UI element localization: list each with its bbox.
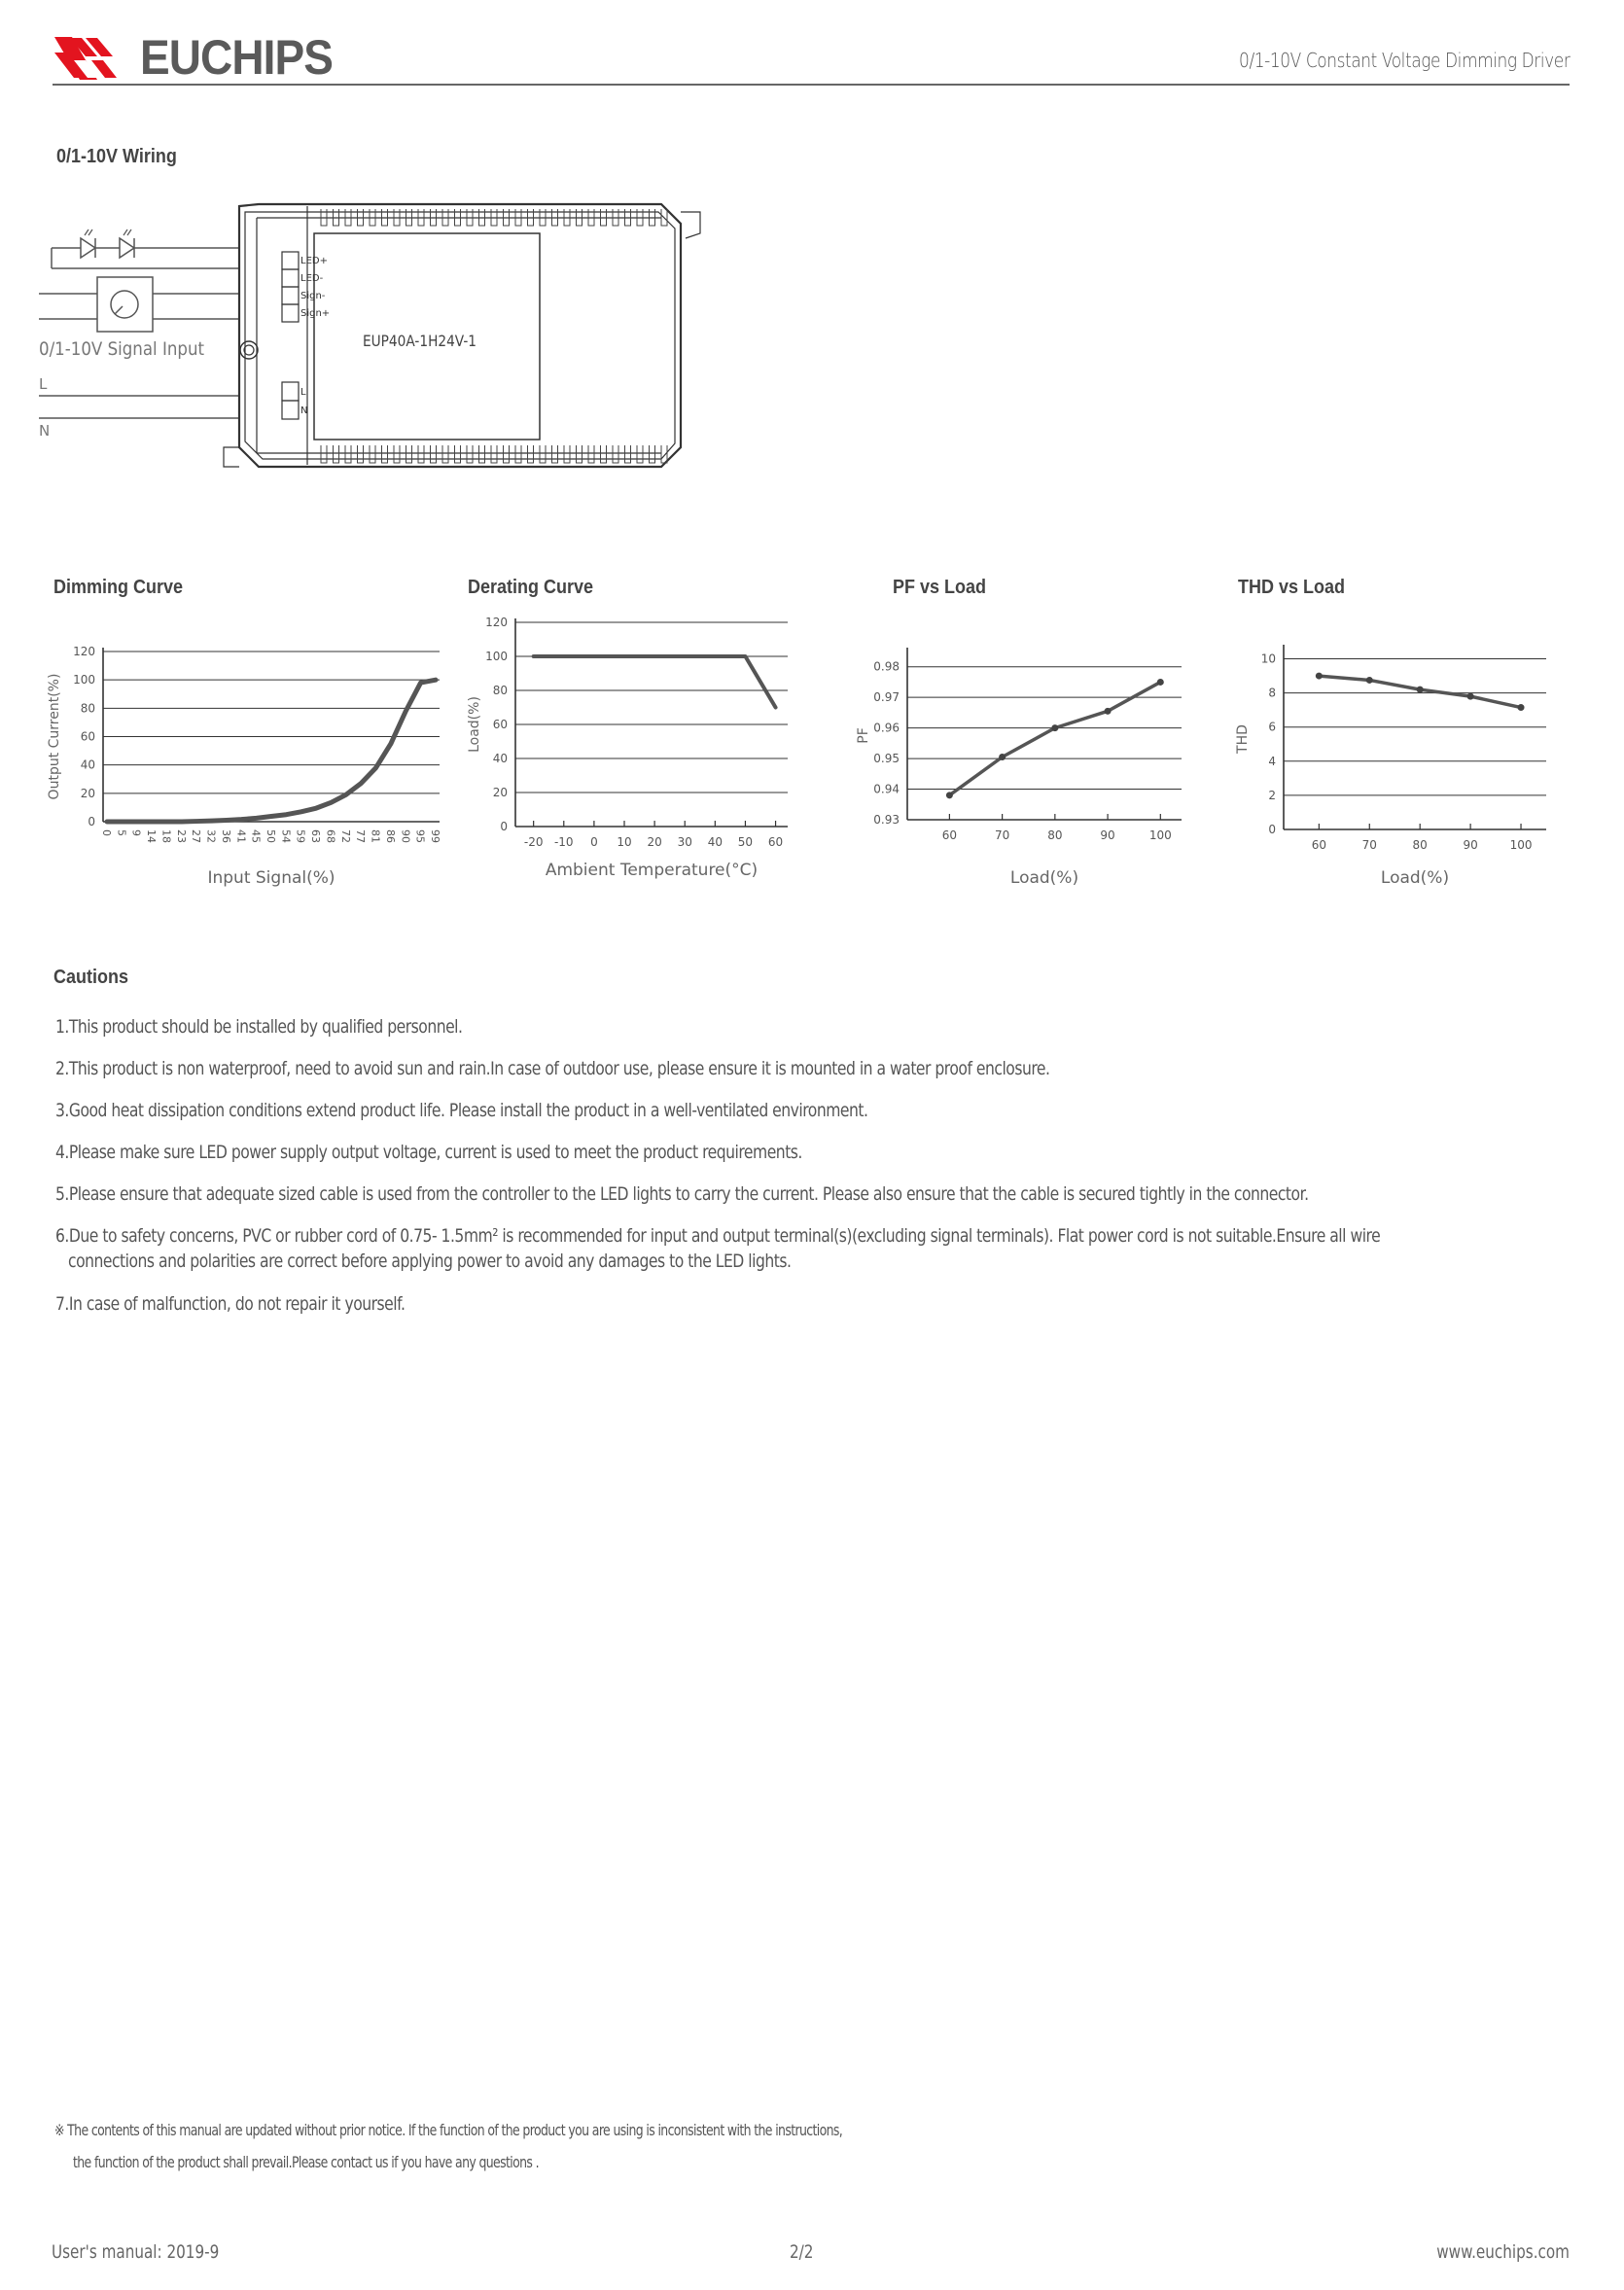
caution-item: 7.In case of malfunction, do not repair it yourself.	[55, 1293, 406, 1315]
header-divider	[53, 84, 1570, 86]
cooling-fin	[442, 445, 448, 463]
y-tick-label: 120	[485, 616, 508, 629]
y-tick-label: 2	[1268, 788, 1276, 802]
cooling-fin	[431, 445, 437, 463]
data-point	[946, 792, 953, 798]
y-axis-label: Output Current(%)	[47, 673, 62, 800]
brand-name: EUCHIPS	[140, 30, 334, 85]
x-tick-label: 0	[100, 829, 113, 836]
x-tick-label: 86	[383, 829, 397, 843]
y-tick-label: 40	[492, 752, 508, 765]
data-point	[1316, 673, 1323, 680]
cooling-fin	[650, 445, 655, 463]
wiring-diagram	[39, 185, 720, 496]
caution-item-continued: connections and polarities are correct before applying power to avoid any damages to the LED lights.	[68, 1251, 792, 1272]
cooling-fin	[504, 445, 510, 463]
y-tick-label: 10	[1260, 652, 1276, 666]
x-tick-label: 14	[145, 829, 159, 843]
cautions-title: Cautions	[53, 967, 129, 988]
x-tick-label: 40	[707, 835, 723, 849]
x-tick-label: -10	[553, 835, 574, 849]
cooling-fin	[382, 445, 388, 463]
x-tick-label: 77	[354, 829, 368, 843]
x-tick-label: 18	[159, 829, 173, 843]
driver-model: EUP40A-1H24V-1	[363, 332, 477, 350]
y-tick-label: 0.96	[873, 721, 900, 735]
cooling-fin	[345, 445, 351, 463]
cooling-fin	[394, 445, 400, 463]
terminal-block	[282, 252, 299, 419]
terminal-label: Sign-	[300, 291, 326, 301]
thd-vs-load-chart	[1225, 622, 1585, 895]
cooling-fin	[552, 445, 558, 463]
cooling-fin	[540, 445, 546, 463]
y-axis-label: THD	[1235, 724, 1251, 754]
cooling-fin	[528, 445, 534, 463]
document-title: 0/1-10V Constant Voltage Dimming Driver	[1238, 49, 1570, 72]
x-tick-label: 90	[399, 829, 412, 843]
series-line	[107, 680, 436, 822]
x-tick-label: 100	[1148, 828, 1172, 842]
cooling-fin	[455, 445, 461, 463]
y-tick-label: 0	[88, 815, 95, 828]
chart-title-thd: THD vs Load	[1238, 577, 1346, 598]
x-tick-label: 70	[994, 828, 1010, 842]
x-tick-label: 10	[617, 835, 632, 849]
y-tick-label: 4	[1268, 754, 1276, 768]
derating-curve-chart	[457, 613, 807, 895]
line-label: L	[39, 375, 48, 393]
x-tick-label: 100	[1509, 838, 1533, 852]
y-tick-label: 120	[73, 645, 95, 658]
x-tick-label: 80	[1047, 828, 1063, 842]
cooling-fin	[479, 445, 485, 463]
mounting-tab-icon	[681, 212, 700, 238]
y-tick-label: 8	[1268, 686, 1276, 700]
terminal-label: N	[300, 405, 308, 416]
data-point	[1467, 693, 1474, 700]
y-tick-label: 40	[80, 757, 95, 772]
series-line	[534, 656, 776, 708]
manual-version: User's manual: 2019-9	[52, 2241, 220, 2263]
x-tick-label: 99	[429, 829, 441, 843]
wiring-section-title: 0/1-10V Wiring	[56, 146, 177, 167]
data-point	[1417, 687, 1424, 693]
mounting-screw-icon	[240, 341, 258, 359]
y-tick-label: 6	[1268, 720, 1276, 734]
caution-item: 3.Good heat dissipation conditions extend product life. Please install the product in a well-ventilated environment.	[55, 1100, 868, 1121]
x-tick-label: 45	[249, 829, 263, 843]
x-axis-label: Input Signal(%)	[207, 868, 335, 888]
x-tick-label: 50	[265, 829, 277, 843]
caution-item: 4.Please make sure LED power supply output voltage, current is used to meet the product requirements.	[55, 1142, 802, 1163]
chart-title-dimming: Dimming Curve	[53, 577, 184, 598]
x-tick-label: 54	[279, 829, 293, 843]
y-tick-label: 80	[492, 684, 508, 697]
chart-title-derating: Derating Curve	[468, 577, 594, 598]
caution-item: 5.Please ensure that adequate sized cable is used from the controller to the LED lights to carry the current. Please also ensure that the cable is secured tightly in the connector.	[55, 1183, 1309, 1205]
y-tick-label: 0.97	[873, 690, 900, 705]
data-point	[1518, 704, 1525, 711]
dimmer-knob-icon	[39, 277, 238, 332]
y-tick-label: 0	[1268, 823, 1276, 836]
led-string-icon	[52, 229, 238, 268]
cooling-fin	[491, 445, 497, 463]
caution-item: 1.This product should be installed by qualified personnel.	[55, 1016, 463, 1038]
data-point	[1366, 677, 1373, 684]
cooling-fin	[577, 445, 583, 463]
x-tick-label: 36	[219, 829, 232, 843]
x-tick-label: 27	[190, 829, 203, 843]
x-tick-label: 60	[1311, 838, 1326, 852]
y-axis-label: PF	[856, 727, 871, 744]
data-point	[1051, 724, 1058, 731]
x-tick-label: 23	[174, 829, 188, 843]
x-tick-label: 63	[309, 829, 323, 843]
x-tick-label: 80	[1412, 838, 1428, 852]
x-tick-label: 41	[234, 829, 248, 843]
x-tick-label: 9	[129, 829, 143, 836]
x-tick-label: 20	[647, 835, 662, 849]
x-tick-label: -20	[523, 835, 544, 849]
x-tick-label: 0	[590, 835, 598, 849]
cooling-fin	[406, 445, 412, 463]
cooling-fin	[601, 445, 607, 463]
data-point	[999, 754, 1006, 760]
cooling-fin	[588, 445, 594, 463]
caution-item: 2.This product is non waterproof, need to avoid sun and rain.In case of outdoor use, please ensure it is mounted in a water proof enclosure.	[55, 1058, 1050, 1079]
signal-input-label: 0/1-10V Signal Input	[39, 338, 204, 360]
y-axis-label: Load(%)	[467, 696, 482, 753]
terminal-label: L	[300, 387, 306, 398]
data-point	[1157, 679, 1164, 686]
y-tick-label: 0	[500, 820, 508, 833]
cooling-fin	[418, 445, 424, 463]
cooling-fin	[334, 445, 339, 463]
cooling-fin	[625, 445, 631, 463]
x-tick-label: 90	[1100, 828, 1115, 842]
cooling-fin	[613, 445, 618, 463]
y-tick-label: 100	[485, 650, 508, 663]
y-tick-label: 60	[80, 729, 95, 744]
cooling-fin	[564, 445, 570, 463]
x-axis-label: Load(%)	[1380, 868, 1450, 888]
x-axis-label: Load(%)	[1009, 868, 1079, 888]
cooling-fin	[358, 445, 364, 463]
logo-stripes-icon	[53, 35, 140, 82]
y-tick-label: 0.98	[873, 659, 900, 674]
x-tick-label: 72	[338, 829, 352, 843]
y-tick-label: 80	[80, 701, 95, 716]
euchips-logo	[53, 30, 383, 85]
cooling-fin	[370, 445, 375, 463]
x-tick-label: 60	[941, 828, 958, 842]
x-tick-label: 90	[1463, 838, 1478, 852]
series-line	[949, 682, 1160, 794]
x-tick-label: 81	[369, 829, 382, 843]
x-tick-label: 95	[413, 829, 427, 843]
x-tick-label: 59	[294, 829, 307, 843]
x-tick-label: 60	[767, 835, 784, 849]
neutral-label: N	[39, 422, 51, 440]
website-link[interactable]: www.euchips.com	[1436, 2241, 1570, 2263]
dimming-curve-chart	[39, 622, 457, 895]
chart-title-pf: PF vs Load	[893, 577, 987, 598]
x-tick-label: 30	[677, 835, 692, 849]
terminal-label: Sign+	[300, 308, 331, 319]
x-tick-label: 32	[204, 829, 218, 843]
x-tick-label: 68	[324, 829, 337, 843]
y-tick-label: 20	[80, 786, 95, 800]
cooling-fin	[467, 445, 473, 463]
cooling-fin	[515, 445, 521, 463]
data-point	[1105, 708, 1112, 715]
y-tick-label: 0.94	[873, 782, 900, 796]
cooling-fin	[321, 445, 327, 463]
terminal-label: LED+	[300, 256, 328, 266]
disclaimer-line-1: ※ The contents of this manual are updated without prior notice. If the function of the product you are using is inconsistent with the instructions,	[54, 2121, 843, 2139]
x-axis-label: Ambient Temperature(°C)	[545, 861, 759, 880]
y-tick-label: 0.95	[873, 752, 900, 766]
disclaimer-line-2: the function of the product shall prevail.Please contact us if you have any questions .	[73, 2153, 539, 2171]
pf-vs-load-chart	[846, 622, 1206, 895]
y-tick-label: 20	[492, 786, 508, 799]
x-tick-label: 50	[737, 835, 754, 849]
y-tick-label: 60	[492, 718, 508, 731]
page-number: 2/2	[790, 2241, 814, 2263]
x-tick-label: 5	[115, 829, 128, 836]
caution-item: 6.Due to safety concerns, PVC or rubber cord of 0.75- 1.5mm² is recommended for input and output terminal(s)(excluding signal terminals). Flat power cord is not suitable.Ensure all wire	[55, 1225, 1381, 1247]
terminal-label: LED-	[300, 273, 324, 284]
y-tick-label: 100	[73, 673, 95, 687]
cooling-fin	[637, 445, 643, 463]
x-tick-label: 70	[1361, 838, 1377, 852]
y-tick-label: 0.93	[873, 813, 900, 827]
